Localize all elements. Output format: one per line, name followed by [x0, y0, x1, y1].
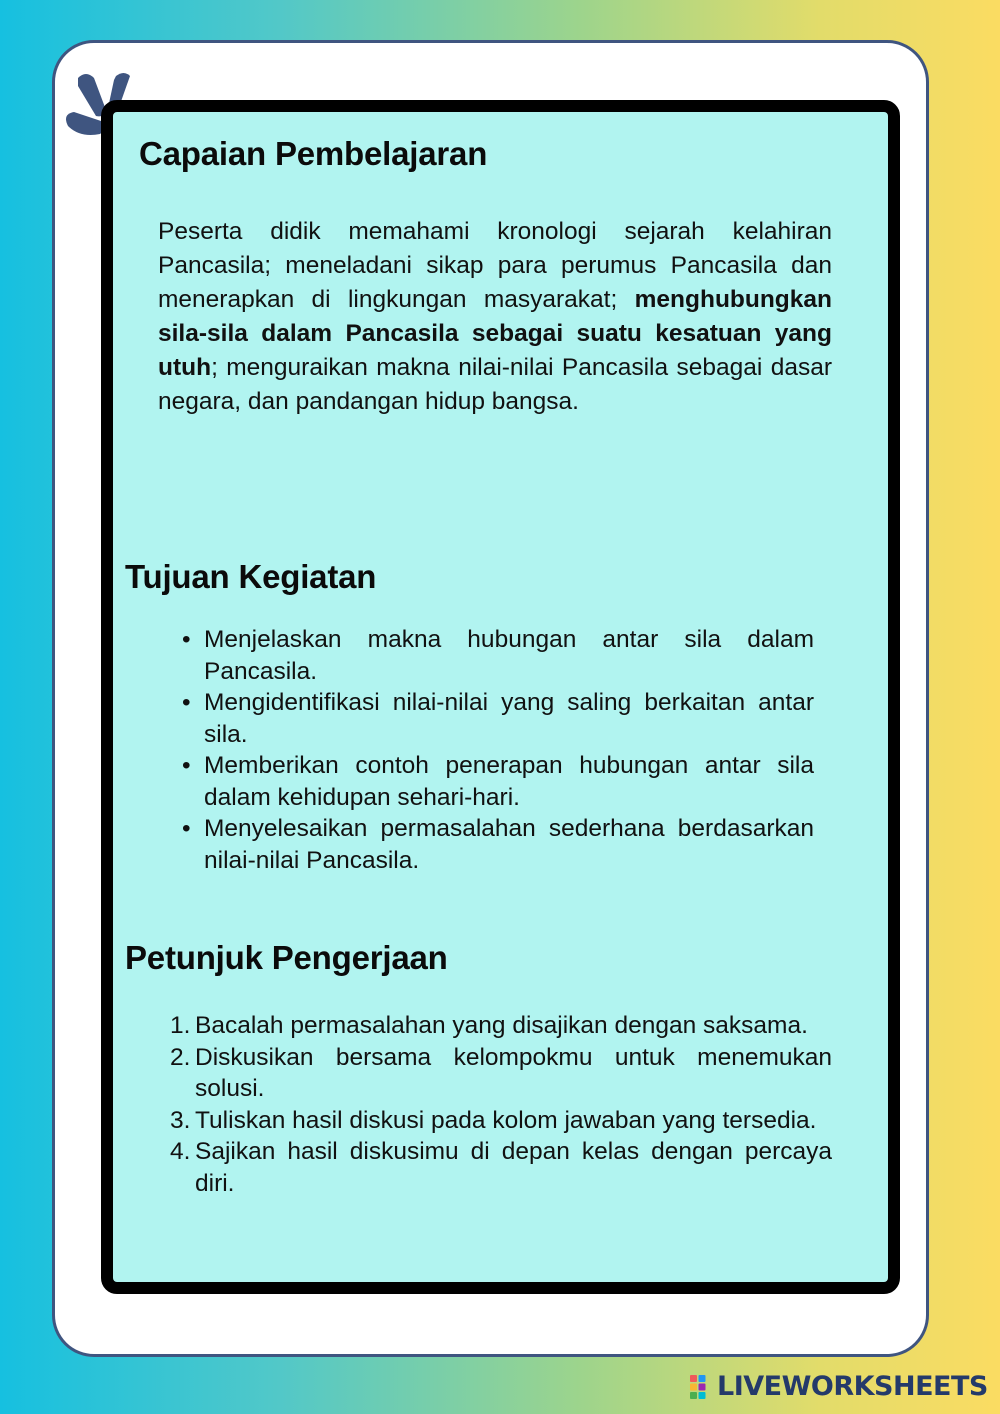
list-item-text: Diskusikan bersama kelompokmu untuk menemukan solusi. [195, 1043, 832, 1102]
petunjuk-list [165, 1010, 832, 1199]
list-item-text: Tuliskan hasil diskusi pada kolom jawaban yang tersedia. [195, 1106, 817, 1134]
list-item [165, 1042, 832, 1105]
list-item-text: Mengidentifikasi nilai-nilai yang saling berkaitan antar sila. [204, 689, 814, 748]
tujuan-heading: Tujuan Kegiatan [125, 558, 377, 595]
list-item [165, 1010, 832, 1042]
list-item-text: Menyelesaikan permasalahan sederhana berdasarkan nilai-nilai Pancasila. [204, 815, 814, 874]
capaian-heading: Capaian Pembelajaran [139, 135, 488, 172]
tujuan-list [178, 624, 814, 876]
list-item [178, 813, 814, 876]
capaian-text-before: Peserta didik memahami kronologi sejarah kelahiran Pancasila; meneladani sikap para perumus Pancasila dan menerapkan di lingkungan masyarakat; [158, 218, 832, 313]
list-number: 4. [170, 1138, 191, 1165]
list-number: 3. [170, 1106, 191, 1134]
capaian-paragraph [158, 215, 832, 419]
list-number: 1. [170, 1012, 191, 1039]
liveworksheets-logo-icon [690, 1374, 714, 1400]
list-item-text: Bacalah permasalahan yang disajikan dengan saksama. [195, 1012, 808, 1039]
list-item-text: Memberikan contoh penerapan hubungan antar sila dalam kehidupan sehari-hari. [204, 752, 814, 811]
bullet-icon: • [182, 626, 191, 653]
list-number: 2. [170, 1043, 191, 1071]
petunjuk-heading: Petunjuk Pengerjaan [125, 939, 448, 976]
list-item [165, 1105, 832, 1137]
list-item-text: Menjelaskan makna hubungan antar sila dalam Pancasila. [204, 626, 814, 685]
list-item [178, 624, 814, 687]
logo-text: LIVEWORKSHEETS [717, 1371, 988, 1402]
list-item [178, 687, 814, 750]
list-item-text: Sajikan hasil diskusimu di depan kelas dengan percaya diri. [195, 1138, 832, 1197]
liveworksheets-logo[interactable] [690, 1372, 988, 1402]
bullet-icon: • [182, 752, 191, 779]
list-item [178, 750, 814, 813]
bullet-icon: • [182, 815, 191, 842]
list-item [165, 1136, 832, 1199]
capaian-text-after: ; menguraikan makna nilai-nilai Pancasila sebagai dasar negara, dan pandangan hidup bangsa. [158, 354, 832, 415]
bullet-icon: • [182, 689, 191, 716]
capaian-text-bold: menghubungkan sila-sila dalam Pancasila sebagai suatu kesatuan yang utuh [158, 286, 832, 381]
